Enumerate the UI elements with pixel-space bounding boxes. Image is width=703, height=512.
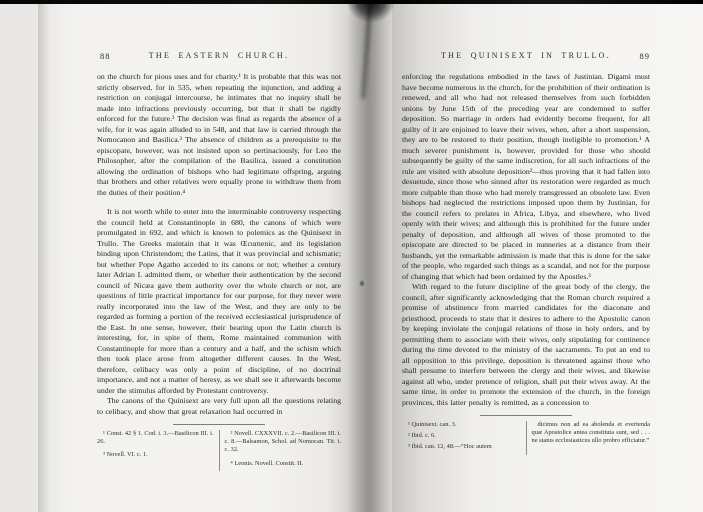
- right-page-header: [402, 51, 650, 64]
- gutter-shadow: [348, 0, 392, 512]
- page-number: 89: [639, 51, 650, 61]
- footnote-block: [402, 421, 650, 455]
- footnote-entry: ² Ibid. c. 6.: [408, 432, 436, 440]
- body-paragraph: With regard to the future discipline of the great body of the clergy, the council, after significantly acknowledging that the Roman church required a promise of abstinence from married candidates for the diaconate and priesthood, proceeds to state that it desires to adhere to the Apostolic canon by keeping inviolate the conjugal relations of those in holy orders, and by permitting them to associate with their wives, only stipulating for continence during the time devoted to the ministry of the sacraments. To put an end to all opposition to this privilege, deposition is threatened against those who shall presume to interfere between the clergy and their wives, and likewise against all who, under pretence of religion, shall put their wives away. At the same time, in order to promote the extension of the church, in the foreign provinces, this latter penalty is remitted, as a concession to: [402, 282, 650, 407]
- right-page: [392, 0, 703, 512]
- footnote-column: [97, 430, 219, 471]
- footnote-entry: ¹ Const. 42 § 1. Cod. i. 3.—Basilicon III. i. 26.: [97, 430, 214, 446]
- body-paragraph: The canons of the Quinisext are very full upon all the questions relating to celibacy, and show that great relaxation had occurred in: [97, 396, 341, 416]
- footnote-entry: dicimus non ad ea abolenda et evertenda quæ Apostolice antea constituta sunt, sed . . . ne status ecclesiasticus ullo probro efficiatur.”: [531, 421, 650, 445]
- running-title: THE QUINISEXT IN TRULLO.: [440, 51, 612, 60]
- body-paragraph: on the church for pious uses and for charity.¹ It is probable that this was not strictly observed, for in 535, when repeating the injunction, and adding a restriction on conjugal intercourse, he intimates that no inquiry shall be made into infractions previously occurring, but that it shall be rigidly enforced for the future.² The decision was final as regards the absence of a wife, for it was again alluded to in 548, and that law is carried through the Nomocanon and Basilica.³ The absence of children as a prerequisite to the episcopate, however, was not insisted upon so pertinaciously, for Leo the Philosopher, after the compilation of the Basilica, issued a constitution allowing the ordination of bishops who had legitimate offspring, arguing that brothers and other relatives were equally prone to withdraw them from the duties of their position.⁴: [97, 72, 341, 197]
- footnote-entry: ² Novell. CXXXVII. c. 2.—Basilicon III. i. c. 8.—Balsamon, Schol. ad Nomocan. Tit. i. c. 32.: [224, 430, 341, 454]
- footnote-column: [402, 421, 526, 455]
- running-title: THE EASTERN CHURCH.: [148, 51, 290, 60]
- footnote-entry: ⁴ Leonis. Novell. Constit. II.: [230, 459, 304, 467]
- footnote-entry: ³ Ibid. can. 12, 48.—“Hoc autem: [408, 443, 492, 451]
- body-paragraph: enforcing the regulations embodied in the laws of Justinian. Digami must have become numerous in the church, for the prohibition of their ordination is renewed, and all who had not released themselves from such forbidden unions by June 15th of the preceding year are condemned to suffer deposition. So marriage in orders had evidently become frequent, for all guilty of it are enjoined to leave their wives, when, after a short suspension, they are to be restored to their position, though ineligible to promotion.¹ A much severer punishment is, however, provided for those who should subsequently be guilty of the same indiscretion, for all such infractions of the rule are visited with absolute deposition²—thus proving that it had fallen into desuetude, since those who sinned after its restoration were regarded as much more culpable than those who had merely transgressed an obsolete law. Even bishops had neglected the restrictions imposed upon them by Justinian, for the council refers to prelates in Africa, Libya, and elsewhere, who lived openly with their wives; and although this is prohibited for the future under penalty of deposition, and although all wives of those promoted to the episcopate are directed to be placed in nunneries at a distance from their husbands, yet the remarkable admission is made that this is done for the sake of the people, who regarded such things as a scandal, and not for the purpose of changing that which had been ordained by the Apostles.³: [402, 72, 650, 281]
- scan-speck: [360, 281, 364, 286]
- right-page-content: [392, 0, 703, 455]
- left-page: [38, 0, 348, 512]
- page-number: 88: [100, 51, 111, 61]
- footnote-rule: [173, 424, 265, 425]
- body-paragraph: It is not worth while to enter into the interminable controversy respecting the council held at Constantinople in 680, the canons of which were promulgated in 692, and which is known to polemics as the Quinisext in Trullo. The Greeks maintain that it was Œcumenic, and its legislation binding upon Christendom; the Latins, that it was provincial and schismatic; but whether Pope Agatho acceded to its canons or not; whether a century later Adrian I. admitted them, or whether their authentication by the second council of Nicæa gave them authority over the whole church or not, are questions of little practical importance for our purpose, for they never were really incorporated into the law of the West, and they are only to be regarded as forming a portion of the received ecclesiastical jurisprudence of the East. In one sense, however, their bearing upon the Latin church is interesting, for, in spite of them, Rome maintained communion with Constantinople for more than a century and a half, and the schism which then took place arose from altogether different causes. In the West, therefore, celibacy was only a point of discipline, of no doctrinal importance, and not a matter of heresy, as we shall see it afterwards become under the stimulus afforded by Protestant controversy.: [97, 207, 341, 395]
- footnote-entry: ³ Novell. VI. c. 1.: [103, 451, 148, 459]
- book-fore-edge-pages: [0, 0, 38, 512]
- footnote-rule: [480, 415, 572, 416]
- left-page-header: [97, 51, 341, 64]
- gutter-top-shadow: [338, 0, 404, 32]
- footnote-block: [97, 430, 341, 471]
- footnote-entry: ¹ Quinisext. can. 3.: [408, 421, 457, 428]
- footnote-column: [526, 421, 651, 455]
- left-page-content: [38, 0, 348, 471]
- footnote-column: [219, 430, 342, 471]
